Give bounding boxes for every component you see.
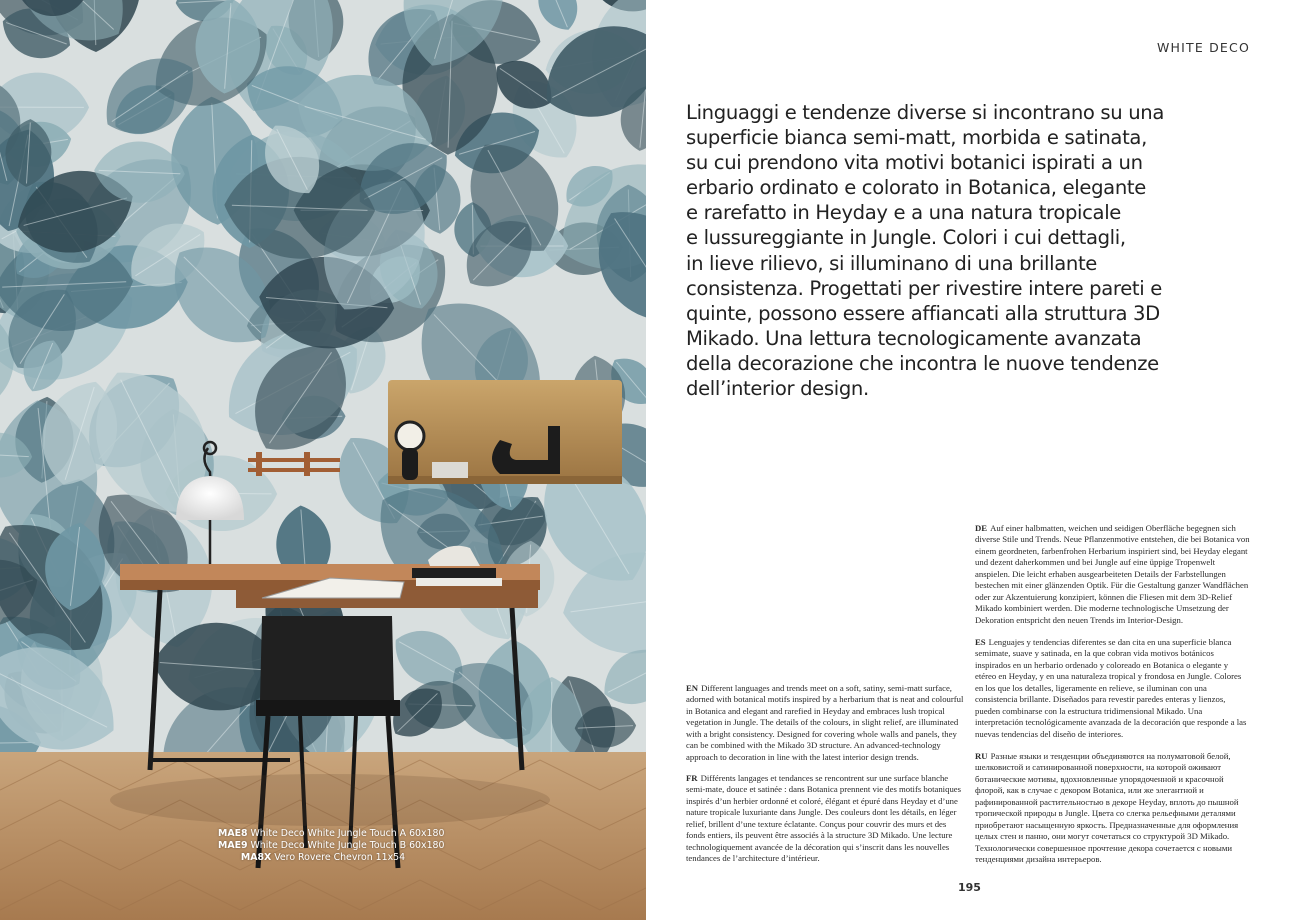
wall-shelf: [388, 380, 622, 484]
paragraph-en: EN Different languages and trends meet on a soft, satiny, semi-matt surface, adorned with botanical motifs inspired by a herbarium that is neat and colourful in Botanica and elegant and rarefied in Heyday and embraces lush tropical vegetation in Jungle. The details of the colours, in slight relief, are illuminated with a bright consistency. Designed for covering whole walls and panels, they can be combined with the Mikado 3D structure. An advanced-technology approach to decoration in line with the latest interior design trends.: [686, 683, 964, 762]
paragraph-ru: RU Разные языки и тенденции объединяются на полуматовой белой, шелковистой и сатинированной поверхности, на которой оживают ботанические мотивы, вдохновленные упорядоченной и красочной флорой, как в случае с декором Botanica, или же элегантной и рафинированной растительностью в декоре Heyday, вплоть до пышной тропической природы в Jungle. Цвета со слегка рельефными деталями приобретают насыщенную яркость. Предназначенные для оформления целых стен и панно, они могут сочетаться со структурой 3D Mikado. Технологически совершенное прочтение декора сочетается с новыми тенденциями дизайна интерьеров.: [975, 751, 1239, 865]
paragraph-fr: FR Différents langages et tendances se rencontrent sur une surface blanche semi-mate, douce et satinée : dans Botanica prennent vie des motifs botaniques inspirés d’un herbier ordonné et coloré, élégant et épuré dans Heyday et d’une nature tropicale luxuriante dans Jungle. Des couleurs dont les détails, en léger relief, brillent d’une texture éclatante. Conçus pour couvrir des murs et des fonds entiers, ils peuvent être associés à la structure 3D Mikado. Une lecture technologiquement avancée de la décoration qui s’inscrit dans les nouvelles tendances de l’architecture d’intérieur.: [686, 773, 962, 864]
photo-captions: [218, 828, 445, 864]
intro-text: Linguaggi e tendenze diverse si incontrano su una superficie bianca semi-matt, morbida e satinata, su cui prendono vita motivi botanici ispirati a un erbario ordinato e colorato in Botanica, elegante e rarefatto in Heyday e a una natura tropicale e lussureggiante in Jungle. Colori i cui dettagli, in lieve rilievo, si illuminano di una brillante consistenza. Progettati per rivestire intere pareti e quinte, possono essere affiancati alla struttura 3D Mikado. Una lettura tecnologicamente avanzata della decorazione che incontra le nuove tendenze dell’interior design.: [686, 101, 1165, 401]
paragraph-es: ES Lenguajes y tendencias diferentes se dan cita en una superficie blanca semimate, suave y satinada, en la que cobran vida motivos botánicos inspirados en un herbario ordenado y coloreado en Botanica o elegante y etéreo en Heyday, y en una naturaleza tropical y frondosa en Jungle. Colores en los que los detalles, ligeramente en relieve, se iluminan con una consistencia brillante. Diseñados para revestir paredes enteras y lienzos, pueden combinarse con la estructura tridimensional Mikado. Una interpretación tecnológicamente avanzada de la decoración que responde a las nuevas tendencias del diseño de interiores.: [975, 637, 1247, 739]
page-number: 195: [958, 881, 981, 894]
caption-3: MA8X Vero Rovere Chevron 11x54: [240, 852, 406, 863]
section-label: WHITE DECO: [1156, 40, 1250, 55]
paragraph-de: DE Auf einer halbmatten, weichen und seidigen Oberfläche begegnen sich diverse Stile und Trends. Neue Pflanzenmotive entstehen, die bei Botanica von einem geordneten, farbenfrohen Herbarium inspiriert sind, bei Heyday elegant und dezent daherkommen und bei Jungle auf eine üppige Tropenwelt anspielen. Die leicht erhaben ausgearbeiteten Details der Farbstellungen bestechen mit einer glänzenden Optik. Für die Gestaltung ganzer Wandflächen oder zur Akzentuierung konzipiert, können die Fliesen mit dem 3D-Relief Mikado kombiniert werden. Die moderne technologische Umsetzung der Dekoration entspricht den neuen Trends im Interior-Design.: [975, 523, 1250, 625]
caption-1: MAE8 White Deco White Jungle Touch A 60x180: [218, 828, 445, 839]
caption-2: MAE9 White Deco White Jungle Touch B 60x180: [218, 840, 445, 851]
floor-shadow: [110, 774, 550, 826]
